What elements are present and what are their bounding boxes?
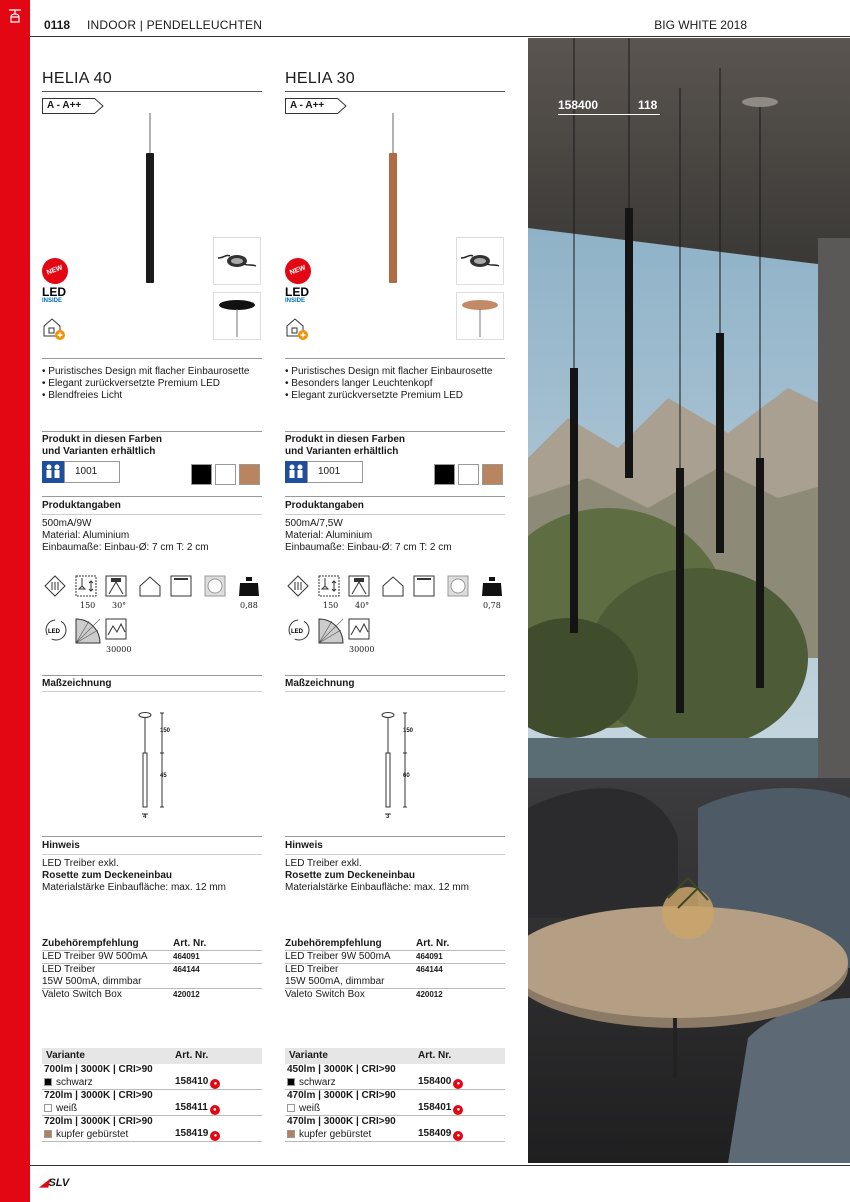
weight-icon [481,575,503,597]
photo-page-ref: 118 [638,98,658,112]
variants-rule [42,431,262,432]
variant-article-number: 158410 [175,1076,209,1087]
accessory-row [285,963,505,988]
beam-angle-value: 30° [112,601,127,610]
variant-color-swatch [44,1104,52,1112]
accessory-row [285,988,505,1001]
lifetime-value: 30000 [349,645,375,654]
family-icon [285,461,307,483]
bullets-rule [285,358,505,359]
dim-body-length: 45 [160,773,167,779]
driver-thumbnail [456,237,504,285]
accessory-row [42,963,262,988]
weight-value: 0,78 [483,601,501,610]
product-title: HELIA 40 [42,70,113,87]
variant-spec: 720lm | 3000K | CRI>90 [44,1116,153,1127]
spec-line: 500mA/9W [42,518,92,529]
dimension-drawing [375,708,435,823]
weight-value: 0,88 [240,601,258,610]
indoor-icon [382,575,404,597]
red-edge-strip [0,0,30,1202]
rosette-thumbnail [213,292,261,340]
spec-heading: Produktangaben [285,500,364,511]
variant-row [42,1116,262,1142]
certification-icon: ● [453,1079,463,1089]
energy-class-label: A - A++ [42,98,95,114]
symbol-row-2 [285,618,505,654]
notes-subrule [285,854,505,855]
variant-selector [285,461,505,485]
spec-line: Material: Aluminium [42,530,130,541]
notes-list [42,858,226,894]
variant-row [285,1064,505,1090]
spec-subrule [285,514,505,515]
svg-text:LED: LED [48,629,60,635]
photo-article-number: 158400 [558,98,599,112]
variant-article-number: 158409 [418,1128,452,1139]
feature-item: • Puristisches Design mit flacher Einbaurosette [42,366,249,378]
catalog-name: BIG WHITE 2018 [654,18,747,32]
notes-rule [285,836,505,837]
accessory-name: LED Treiber 15W 500mA, dimmbar [285,964,385,987]
certification-icon: ● [210,1105,220,1115]
accessory-name: LED Treiber 9W 500mA [42,951,148,962]
pendant-lamp-icon [8,9,22,23]
variant-color-swatch [287,1104,295,1112]
spec-rule [285,496,505,497]
height-value: 150 [323,601,339,610]
interior-photo [528,38,850,1163]
color-swatch-black [434,464,455,485]
variant-color-name: kupfer gebürstet [56,1128,129,1140]
accessory-article-number: 464144 [173,965,200,974]
led-replaceable-icon [44,618,68,642]
note-line: Materialstärke Einbaufläche: max. 12 mm [285,882,469,893]
dim-rule [285,675,505,676]
variants-rule [285,431,505,432]
accessory-name: Valeto Switch Box [42,989,122,1000]
variant-row [285,1116,505,1142]
height-adjust-icon [75,575,97,597]
symbol-row-1 [42,575,262,611]
dim-diameter: 4 [143,814,147,820]
height-adjust-icon [318,575,340,597]
variants-header: Variante Art. Nr. [42,1048,262,1064]
accessory-article-number: 464144 [416,965,443,974]
accessory-name: Valeto Switch Box [285,989,365,1000]
lifetime-icon [348,618,370,640]
color-swatch-copper [239,464,260,485]
accessory-name: LED Treiber 9W 500mA [285,951,391,962]
notes-rule [42,836,262,837]
accessory-article-number: 464091 [416,952,443,961]
feature-item: • Blendfreies Licht [42,390,249,402]
spec-rule [42,496,262,497]
glare-free-icon [204,575,226,597]
new-badge: NEW [38,254,71,287]
color-swatch-copper [482,464,503,485]
accessory-row [42,950,262,963]
new-badge: NEW [281,254,314,287]
feature-item: • Elegant zurückversetzte Premium LED [285,390,492,402]
class-iii-icon [287,575,309,597]
product-title: HELIA 30 [285,70,356,87]
certification-icon: ● [210,1079,220,1089]
led-inside-logo: LED INSIDE [285,285,309,304]
variant-row [285,1090,505,1116]
accessories-table [285,938,505,1001]
spec-line: Einbaumaße: Einbau-Ø: 7 cm T: 2 cm [42,542,209,553]
lifetime-icon [105,618,127,640]
variant-article-number: 158411 [175,1102,208,1113]
variant-article-number: 158400 [418,1076,452,1087]
variant-spec: 470lm | 3000K | CRI>90 [287,1116,396,1127]
variant-row [42,1064,262,1090]
led-replaceable-icon [287,618,311,642]
footer-rule [30,1165,850,1166]
dim-subrule [285,691,505,692]
feature-item: • Elegant zurückversetzte Premium LED [42,378,249,390]
notes-heading: Hinweis [285,840,323,851]
radiation-pattern-icon [318,618,344,644]
weight-icon [238,575,260,597]
spec-line: Material: Aluminium [285,530,373,541]
home-plus-icon [285,316,309,340]
variants-table [285,1048,505,1142]
driver-thumbnail [213,237,261,285]
dimension-heading: Maßzeichnung [42,678,112,689]
title-rule [42,91,262,92]
variants-heading: Produkt in diesen Farben und Varianten erhältlich [42,434,163,457]
dim-diameter: 3 [386,814,390,820]
dimension-drawing [132,708,192,823]
dimension-heading: Maßzeichnung [285,678,355,689]
symbol-row-2 [42,618,262,654]
pendant-lamp-photo [373,113,413,293]
title-rule [285,91,505,92]
color-swatch-white [215,464,236,485]
variant-color-name: schwarz [56,1076,93,1088]
variant-color-swatch [44,1078,52,1086]
color-swatch-black [191,464,212,485]
notes-list [285,858,469,894]
class-iii-icon [44,575,66,597]
accessory-name: LED Treiber 15W 500mA, dimmbar [42,964,142,987]
dim-cable-length: 150 [160,728,171,734]
dim-cable-length: 150 [403,728,414,734]
slv-logo: ◢SLV [40,1177,70,1189]
variant-code: 1001 [64,461,120,483]
accessories-header: Zubehörempfehlung Art. Nr. [285,938,450,949]
dim-subrule [42,691,262,692]
variant-article-number: 158401 [418,1102,452,1113]
spec-heading: Produktangaben [42,500,121,511]
note-line: Materialstärke Einbaufläche: max. 12 mm [42,882,226,893]
symbol-row-1 [285,575,505,611]
variant-article-number: 158419 [175,1128,209,1139]
notes-heading: Hinweis [42,840,80,851]
note-line: Rosette zum Deckeneinbau [285,870,416,881]
feature-list [42,366,249,402]
variant-color-swatch [287,1078,295,1086]
pendant-lamp-photo [130,113,170,293]
note-line: LED Treiber exkl. [42,858,119,869]
feature-item: • Puristisches Design mit flacher Einbaurosette [285,366,492,378]
rosette-thumbnail [456,292,504,340]
home-plus-icon [42,316,66,340]
variant-spec: 720lm | 3000K | CRI>90 [44,1090,153,1101]
spec-subrule [42,514,262,515]
accessories-table [42,938,262,1001]
accessory-row [285,950,505,963]
beam-angle-value: 40° [355,601,370,610]
feature-item: • Besonders langer Leuchtenkopf [285,378,492,390]
accessories-header: Zubehörempfehlung Art. Nr. [42,938,207,949]
accessory-article-number: 420012 [416,990,443,999]
variant-selector [42,461,262,485]
family-icon [42,461,64,483]
variant-color-swatch [287,1130,295,1138]
glare-free-icon [447,575,469,597]
svg-text:LED: LED [291,629,303,635]
variants-table [42,1048,262,1142]
beam-angle-icon [105,575,127,597]
note-line: Rosette zum Deckeneinbau [42,870,173,881]
accessory-article-number: 420012 [173,990,200,999]
certification-icon: ● [210,1131,220,1141]
variants-heading: Produkt in diesen Farben und Varianten erhältlich [285,434,406,457]
notes-subrule [42,854,262,855]
ceiling-recessed-icon [413,575,435,597]
variant-spec: 470lm | 3000K | CRI>90 [287,1090,396,1101]
feature-list [285,366,492,402]
variant-row [42,1090,262,1116]
beam-angle-icon [348,575,370,597]
variant-color-name: schwarz [299,1076,336,1088]
section-title: INDOOR | PENDELLEUCHTEN [87,18,263,32]
dim-rule [42,675,262,676]
variant-spec: 450lm | 3000K | CRI>90 [287,1064,396,1075]
photo-reference [558,98,660,112]
spec-line: Einbaumaße: Einbau-Ø: 7 cm T: 2 cm [285,542,452,553]
variant-code: 1001 [307,461,363,483]
accessory-article-number: 464091 [173,952,200,961]
lifetime-value: 30000 [106,645,132,654]
variant-color-name: weiß [56,1102,78,1114]
energy-class-label: A - A++ [285,98,338,114]
ceiling-recessed-icon [170,575,192,597]
certification-icon: ● [453,1131,463,1141]
led-inside-logo: LED INSIDE [42,285,66,304]
variant-color-swatch [44,1130,52,1138]
certification-icon: ● [453,1105,463,1115]
dim-body-length: 60 [403,773,410,779]
note-line: LED Treiber exkl. [285,858,362,869]
variant-spec: 700lm | 3000K | CRI>90 [44,1064,153,1075]
height-value: 150 [80,601,96,610]
color-swatch-white [458,464,479,485]
indoor-icon [139,575,161,597]
spec-line: 500mA/7,5W [285,518,343,529]
bullets-rule [42,358,262,359]
variant-color-name: kupfer gebürstet [299,1128,372,1140]
page-number: 0118 [44,18,71,32]
variant-color-name: weiß [299,1102,321,1114]
variants-header: Variante Art. Nr. [285,1048,505,1064]
header-rule [30,36,850,37]
accessory-row [42,988,262,1001]
spec-list [285,518,452,554]
spec-list [42,518,209,554]
radiation-pattern-icon [75,618,101,644]
